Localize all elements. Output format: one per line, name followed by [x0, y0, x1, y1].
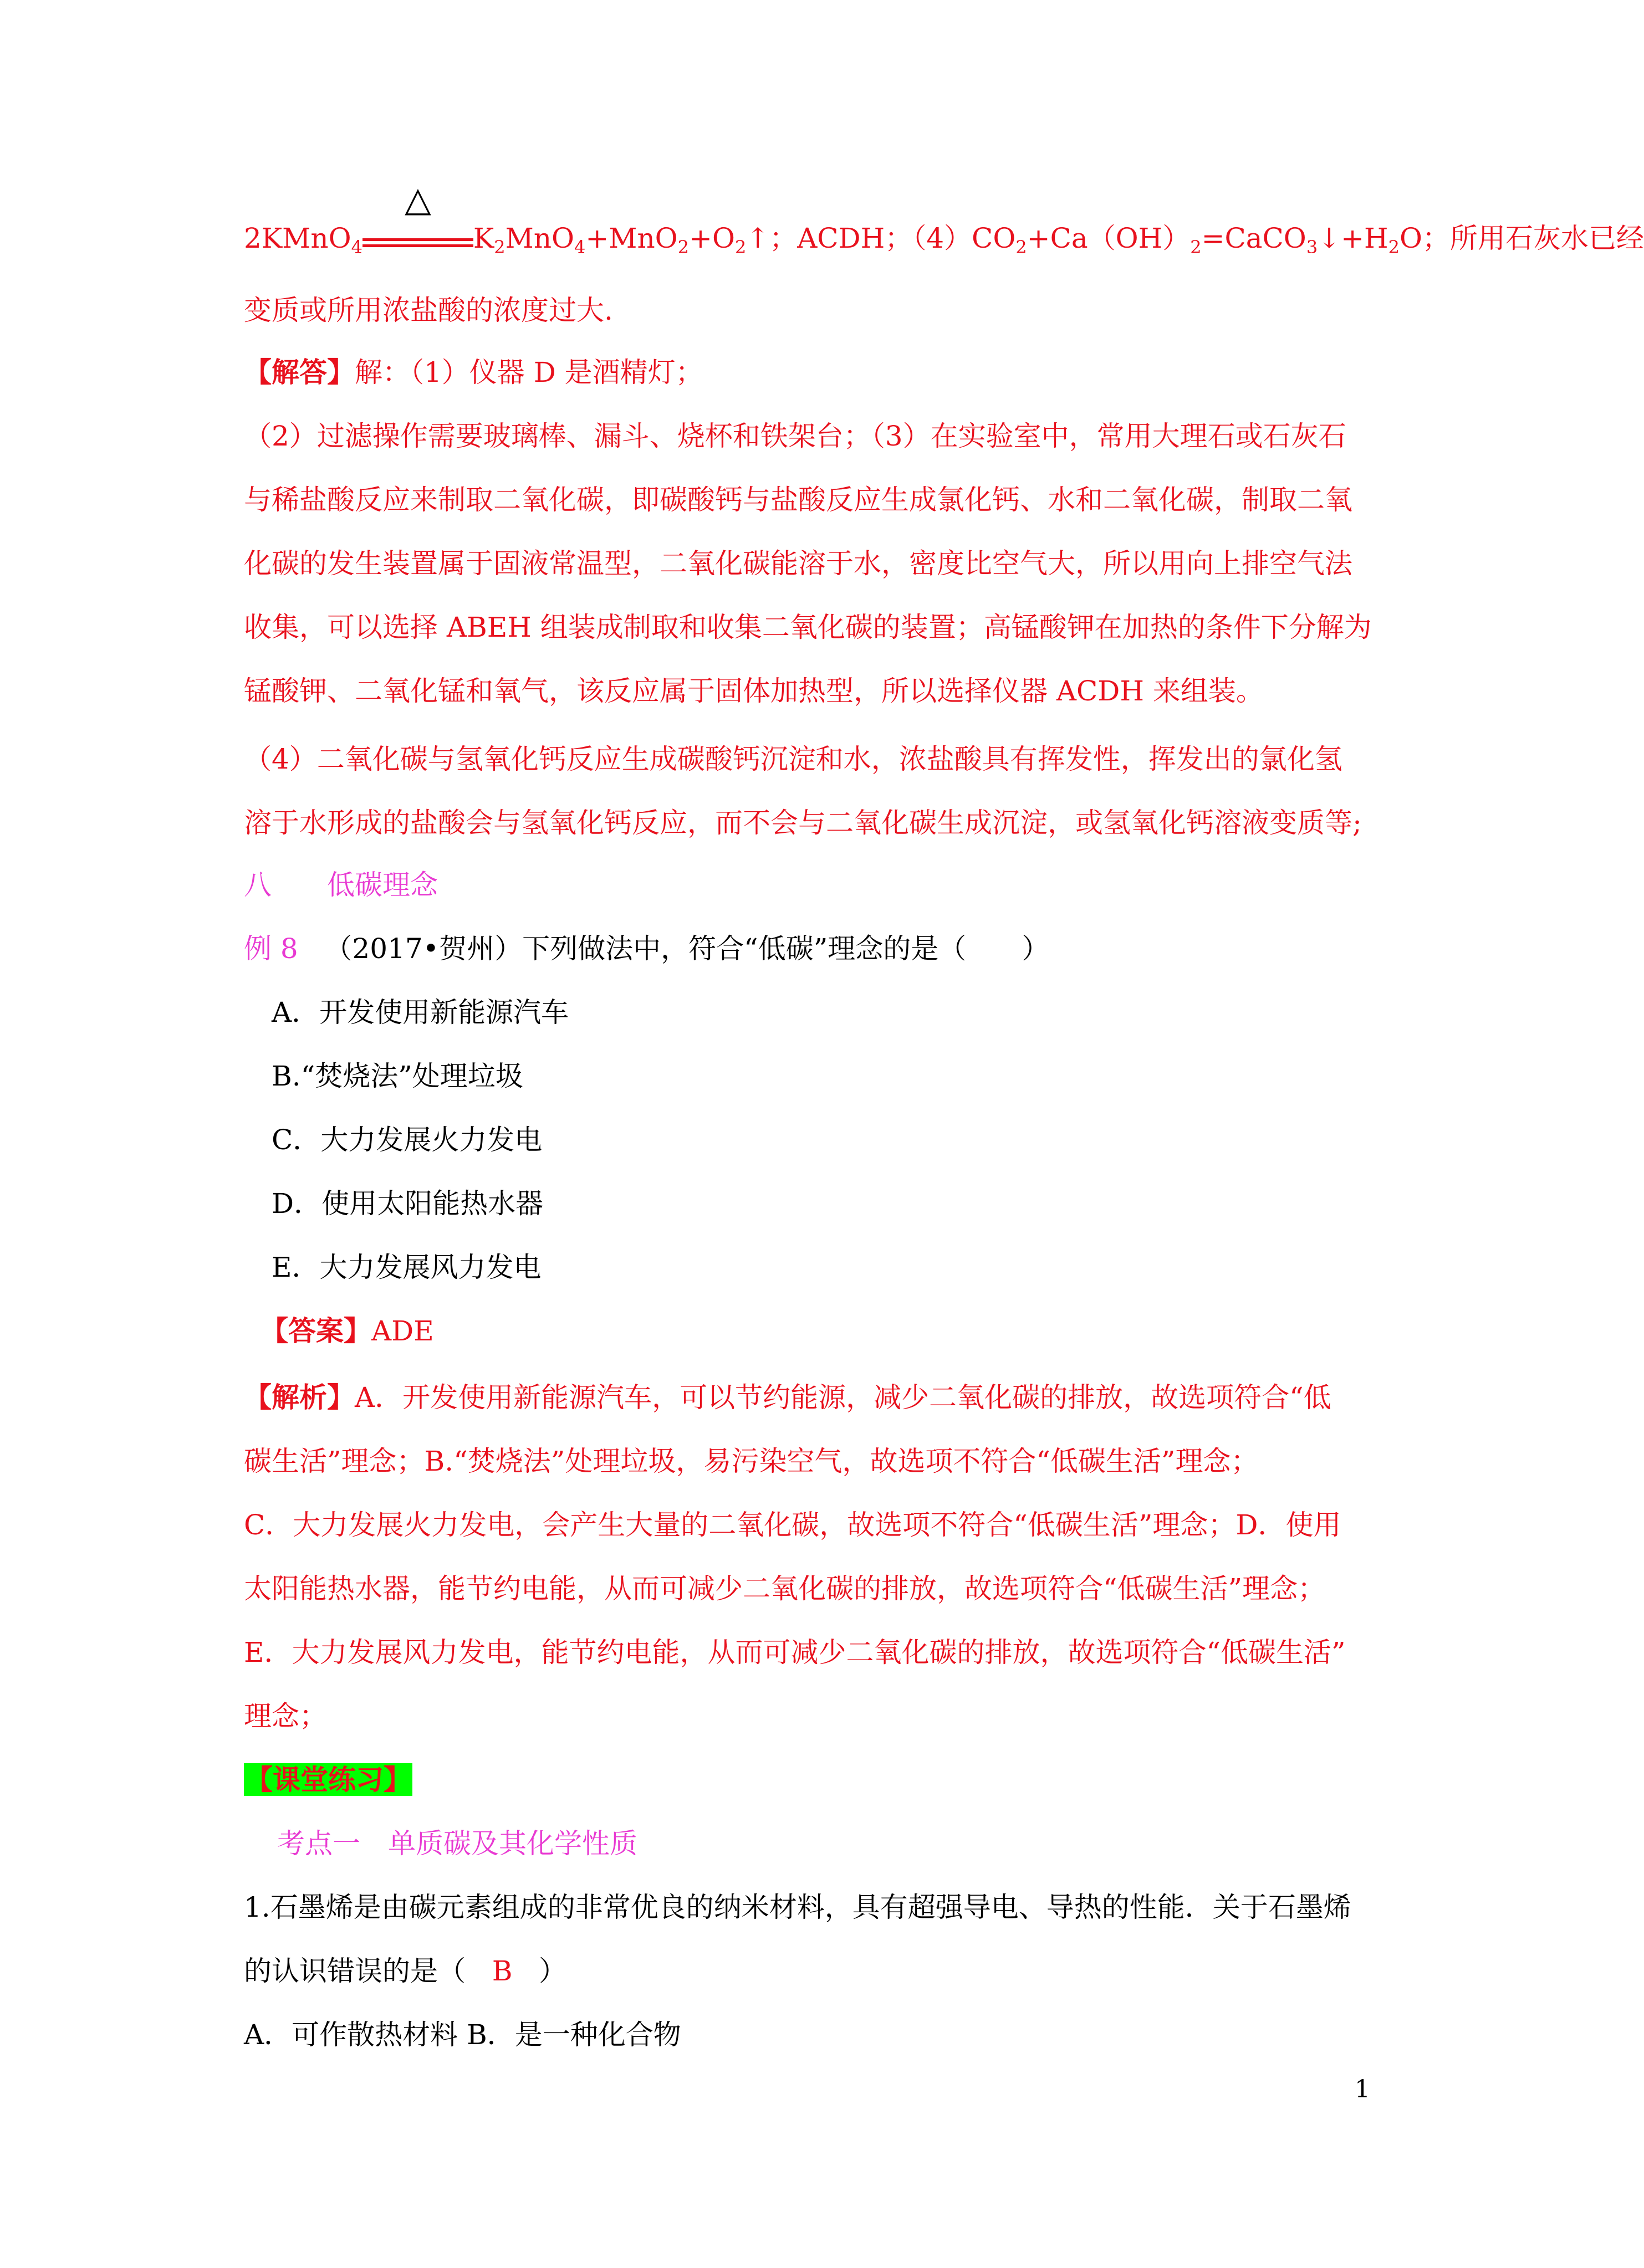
eq-sub: 2	[734, 237, 747, 258]
analysis-line: 碳生活”理念；B.“焚烧法”处理垃圾，易污染空气，故选项不符合“低碳生活”理念；	[244, 1445, 1259, 1477]
option-d: D．使用太阳能热水器	[272, 1187, 544, 1220]
analysis-line: 太阳能热水器，能节约电能，从而可减少二氧化碳的排放，故选项符合“低碳生活”理念；	[244, 1573, 1326, 1605]
analysis-line: E．大力发展风力发电，能节约电能，从而可减少二氧化碳的排放，故选项符合“低碳生活”	[244, 1636, 1346, 1668]
answer-line: 变质或所用浓盐酸的浓度过大.	[244, 294, 613, 326]
eq-text: ↑；ACDH；（4）CO	[746, 222, 1016, 254]
solution-line: 收集，可以选择 ABEH 组装成制取和收集二氧化碳的装置；高锰酸钾在加热的条件下分解为	[244, 611, 1372, 643]
eq-sub: 2	[494, 237, 506, 258]
option-b: B.“焚烧法”处理垃圾	[272, 1060, 523, 1092]
solution-line: （4）二氧化碳与氢氧化钙反应生成碳酸钙沉淀和水，浓盐酸具有挥发性，挥发出的氯化氢	[244, 743, 1342, 775]
eq-text: =CaCO	[1201, 222, 1306, 254]
solution-line: 锰酸钾、二氧化锰和氧气，该反应属于固体加热型，所以选择仪器 ACDH 来组装。	[244, 675, 1264, 707]
analysis-line: C．大力发展火力发电，会产生大量的二氧化碳，故选项不符合“低碳生活”理念；D．使用	[244, 1509, 1341, 1541]
equation-line	[244, 179, 1644, 258]
example-text: （2017•贺州）下列做法中，符合“低碳”理念的是（ ）	[324, 933, 1050, 965]
eq-sub: 4	[574, 237, 586, 258]
example-question	[244, 931, 1049, 966]
section-heading: 八 低碳理念	[244, 869, 438, 901]
double-equals-bar	[363, 238, 473, 247]
solution-line: （2）过滤操作需要玻璃棒、漏斗、烧杯和铁架台；（3）在实验室中，常用大理石或石灰石	[244, 420, 1346, 452]
solution-line	[244, 355, 703, 390]
analysis-text: A．开发使用新能源汽车，可以节约能源，减少二氧化碳的排放，故选项符合“低	[355, 1381, 1331, 1414]
eq-product: +O	[689, 222, 735, 254]
option-a: A．开发使用新能源汽车	[272, 996, 569, 1028]
eq-text: ↓+H	[1318, 222, 1388, 254]
question-1-line	[244, 1953, 566, 1989]
analysis-label: 【解析】	[244, 1381, 355, 1414]
eq-text: +Ca（OH）	[1027, 222, 1191, 254]
question-1-line: 1.石墨烯是由碳元素组成的非常优良的纳米材料，具有超强导电、导热的性能．关于石墨烯	[244, 1891, 1351, 1923]
eq-sub: 3	[1306, 237, 1318, 258]
option-e: E．大力发展风力发电	[272, 1251, 542, 1283]
eq-product: K	[473, 222, 494, 254]
eq-sub: 2	[1015, 237, 1027, 258]
eq-reactant: 2KMnO	[244, 222, 351, 254]
eq-sub: 2	[677, 237, 690, 258]
answer-value: ADE	[371, 1315, 434, 1347]
eq-product: +MnO	[585, 222, 678, 254]
kaodian-heading: 考点一 单质碳及其化学性质	[277, 1827, 637, 1860]
page-number: 1	[1355, 2075, 1370, 2103]
solution-text: 解：（1）仪器 D 是酒精灯；	[355, 356, 703, 388]
analysis-line	[244, 1380, 1331, 1415]
solution-line: 溶于水形成的盐酸会与氢氧化钙反应，而不会与二氧化碳生成沉淀，或氢氧化钙溶液变质等;	[244, 807, 1362, 839]
analysis-line: 理念；	[244, 1700, 327, 1732]
eq-sub: 4	[351, 237, 363, 258]
option-c: C．大力发展火力发电	[272, 1124, 543, 1156]
question-1-options: A．可作散热材料 B．是一种化合物	[244, 2019, 681, 2051]
eq-product: MnO	[505, 222, 575, 254]
solution-label: 【解答】	[244, 356, 355, 388]
answer-row	[261, 1313, 434, 1349]
practice-label: 【课堂练习】	[245, 1763, 411, 1796]
solution-line: 化碳的发生装置属于固液常温型，二氧化碳能溶于水，密度比空气大，所以用向上排空气法	[244, 547, 1352, 580]
solution-line: 与稀盐酸反应来制取二氧化碳，即碳酸钙与盐酸反应生成氯化钙、水和二氧化碳，制取二氧	[244, 484, 1352, 516]
example-label: 例 8	[244, 933, 298, 965]
practice-heading	[244, 1762, 412, 1798]
question-1-answer: B	[492, 1955, 513, 1987]
delta-heat-symbol: △	[405, 179, 431, 219]
eq-sub: 2	[1190, 237, 1202, 258]
heating-condition-equals-sign	[363, 179, 473, 256]
question-1-text: ）	[539, 1955, 567, 1987]
question-1-text: 的认识错误的是（	[244, 1955, 466, 1987]
answer-label: 【答案】	[261, 1314, 371, 1347]
eq-sub: 2	[1388, 237, 1400, 258]
eq-text: O；所用石灰水已经	[1399, 222, 1644, 254]
